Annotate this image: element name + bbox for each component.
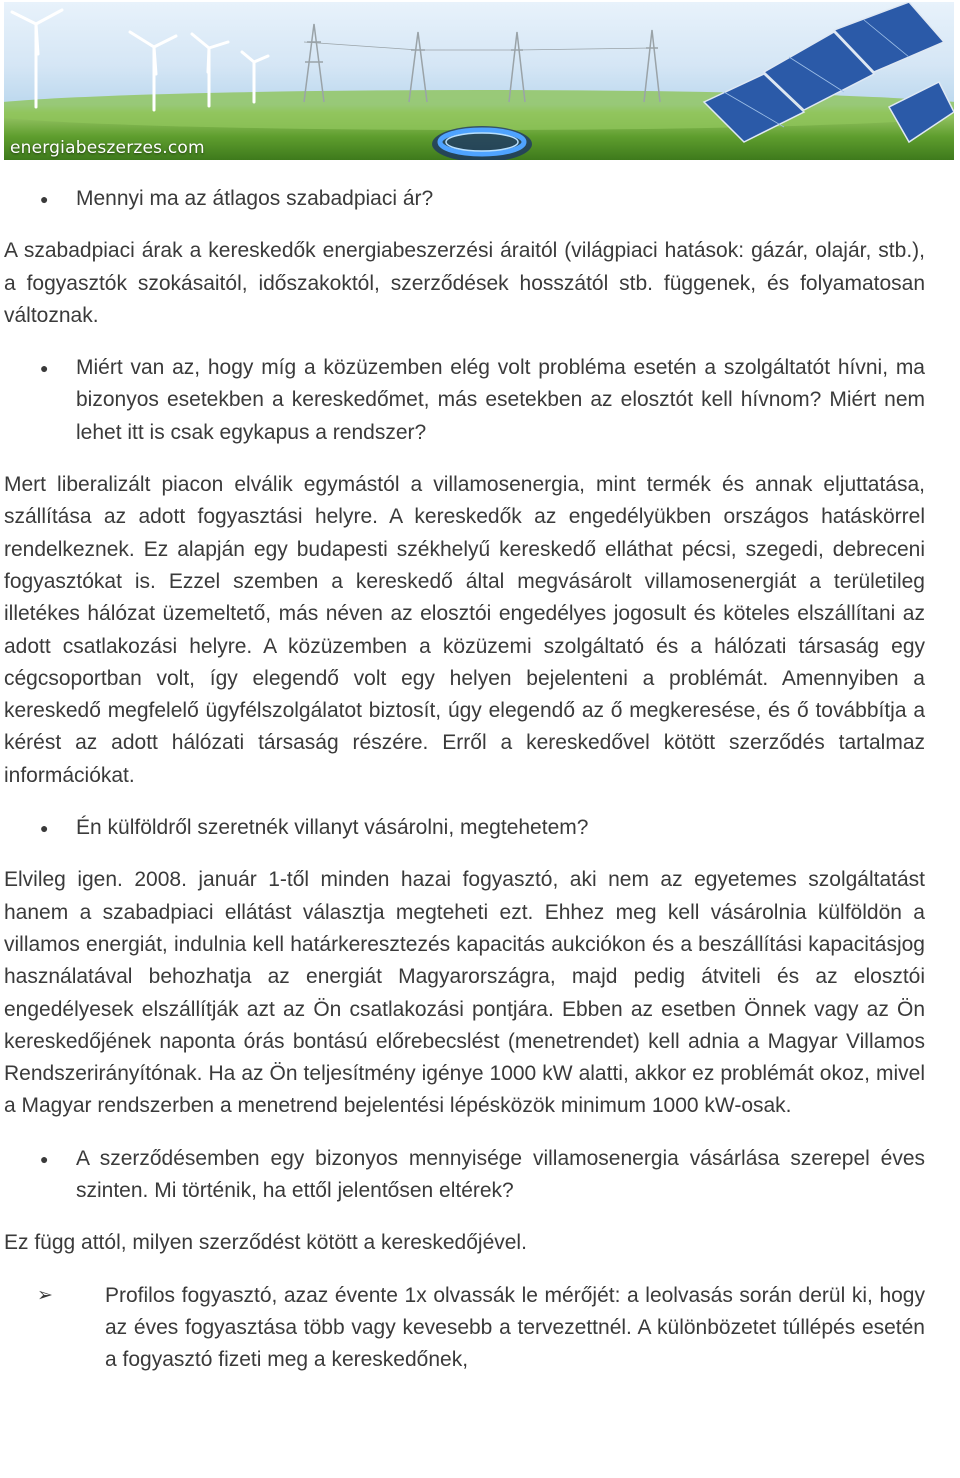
- question-text: Én külföldről szeretnék villanyt vásárolni, megtehetem?: [76, 816, 589, 840]
- answer-paragraph-2: Mert liberalizált piacon elválik egymástól a villamosenergia, mint termék és annak eljuttatása, szállítása az adott fogyasztási helyre. A kereskedők az engedélyükben országos hatáskörrel rendelkeznek. Ez alapján egy budapesti székhelyű kereskedő elláthat pécsi, szegedi, debreceni fogyasztókat is. Ezzel szemben a kereskedő által megvásárolt villamosenergiát a területileg illetékes hálózat üzemeltető, más néven az elosztói engedélyes jogosult és köteles elszállítani az adott csatlakozási helyre. A közüzemben a közüzemi szolgáltató és a hálózati társaság egy cégcsoportban volt, így elegendő volt egy helyen bejelenteni a problémát. Amennyiben a kereskedő megfelelő ügyfélszolgálatot biztosít, úgy elegendő az ő megkeresése, és ő továbbítja a kérést az adott hálózati társaság részére. Erről a kereskedővel kötött szerződés tartalmaz információkat.: [4, 473, 925, 787]
- arrow-bullet-icon: ➢: [37, 1284, 53, 1306]
- question-text: Mennyi ma az átlagos szabadpiaci ár?: [76, 187, 434, 210]
- faq-question-2: [4, 352, 925, 449]
- faq-question-3: [4, 812, 925, 844]
- bullet-icon: ●: [40, 1150, 49, 1167]
- arrow-item-text: Profilos fogyasztó, azaz évente 1x olvassák le mérőjét: a leolvasás során derül ki, hogy az éves fogyasztása több vagy kevesebb a tervezettnél. A különbözetet túllépés esetén a fogyasztó fizeti meg a kereskedőnek,: [105, 1283, 925, 1372]
- answer-paragraph-3: Elvileg igen. 2008. január 1-től minden hazai fogyasztó, aki nem az egyetemes szolgáltatást hanem a szabadpiaci ellátást választja megteheti ezt. Ehhez meg kell vásárolnia külföldön a villamos energiát, indulnia kell határkeresztezés kapacitás aukciókon és a beszállítási kapacitásjog használatával behozhatja az energiát Magyarországra, majd pedig átviteli és az elosztói engedélyesek elszállítják azt az Ön csatlakozási pontjára. Ebben az esetben Önnek vagy az Ön kereskedőjének naponta órás bontású előrebecslést (menetrendet) kell adnia a Magyar Villamos Rendszerirányítónak. Ha az Ön teljesítmény igénye 1000 kW alatti, akkor ez problémát okoz, mivel a Magyar rendszerben a menetrend bejelentési lépésközök minimum 1000 kW-osak.: [4, 868, 925, 1118]
- answer-paragraph-1: A szabadpiaci árak a kereskedők energiabeszerzési áraitól (világpiaci hatások: gázár, olajár, stb.), a fogyasztók szokásaitól, időszakoktól, szerződések hosszától stb. függenek, és folyamatosan változnak.: [4, 239, 925, 327]
- bullet-icon: ●: [40, 191, 49, 207]
- answer-paragraph-4: Ez függ attól, milyen szerződést kötött a kereskedőjével.: [4, 1231, 527, 1255]
- faq-question-1: [4, 183, 925, 215]
- bullet-icon: ●: [40, 360, 49, 377]
- bullet-icon: ●: [40, 820, 49, 837]
- document-body: [4, 183, 925, 1377]
- header-banner: [4, 2, 954, 160]
- energy-landscape-image: [4, 2, 954, 160]
- site-brand-text: energiabeszerzes.com: [10, 138, 205, 158]
- faq-question-4: [4, 1143, 925, 1208]
- question-text: A szerződésemben egy bizonyos mennyisége villamosenergia vásárlása szerepel éves szinten. Mi történik, ha ettől jelentősen eltérek?: [76, 1146, 925, 1203]
- arrow-list-item-1: [4, 1280, 925, 1377]
- question-text: Miért van az, hogy míg a közüzemben elég volt probléma esetén a szolgáltatót hívni, ma bizonyos esetekben a kereskedőmet, más esetekben az elosztót kell hívnom? Miért nem lehet itt is csak egykapus a rendszer?: [76, 356, 925, 444]
